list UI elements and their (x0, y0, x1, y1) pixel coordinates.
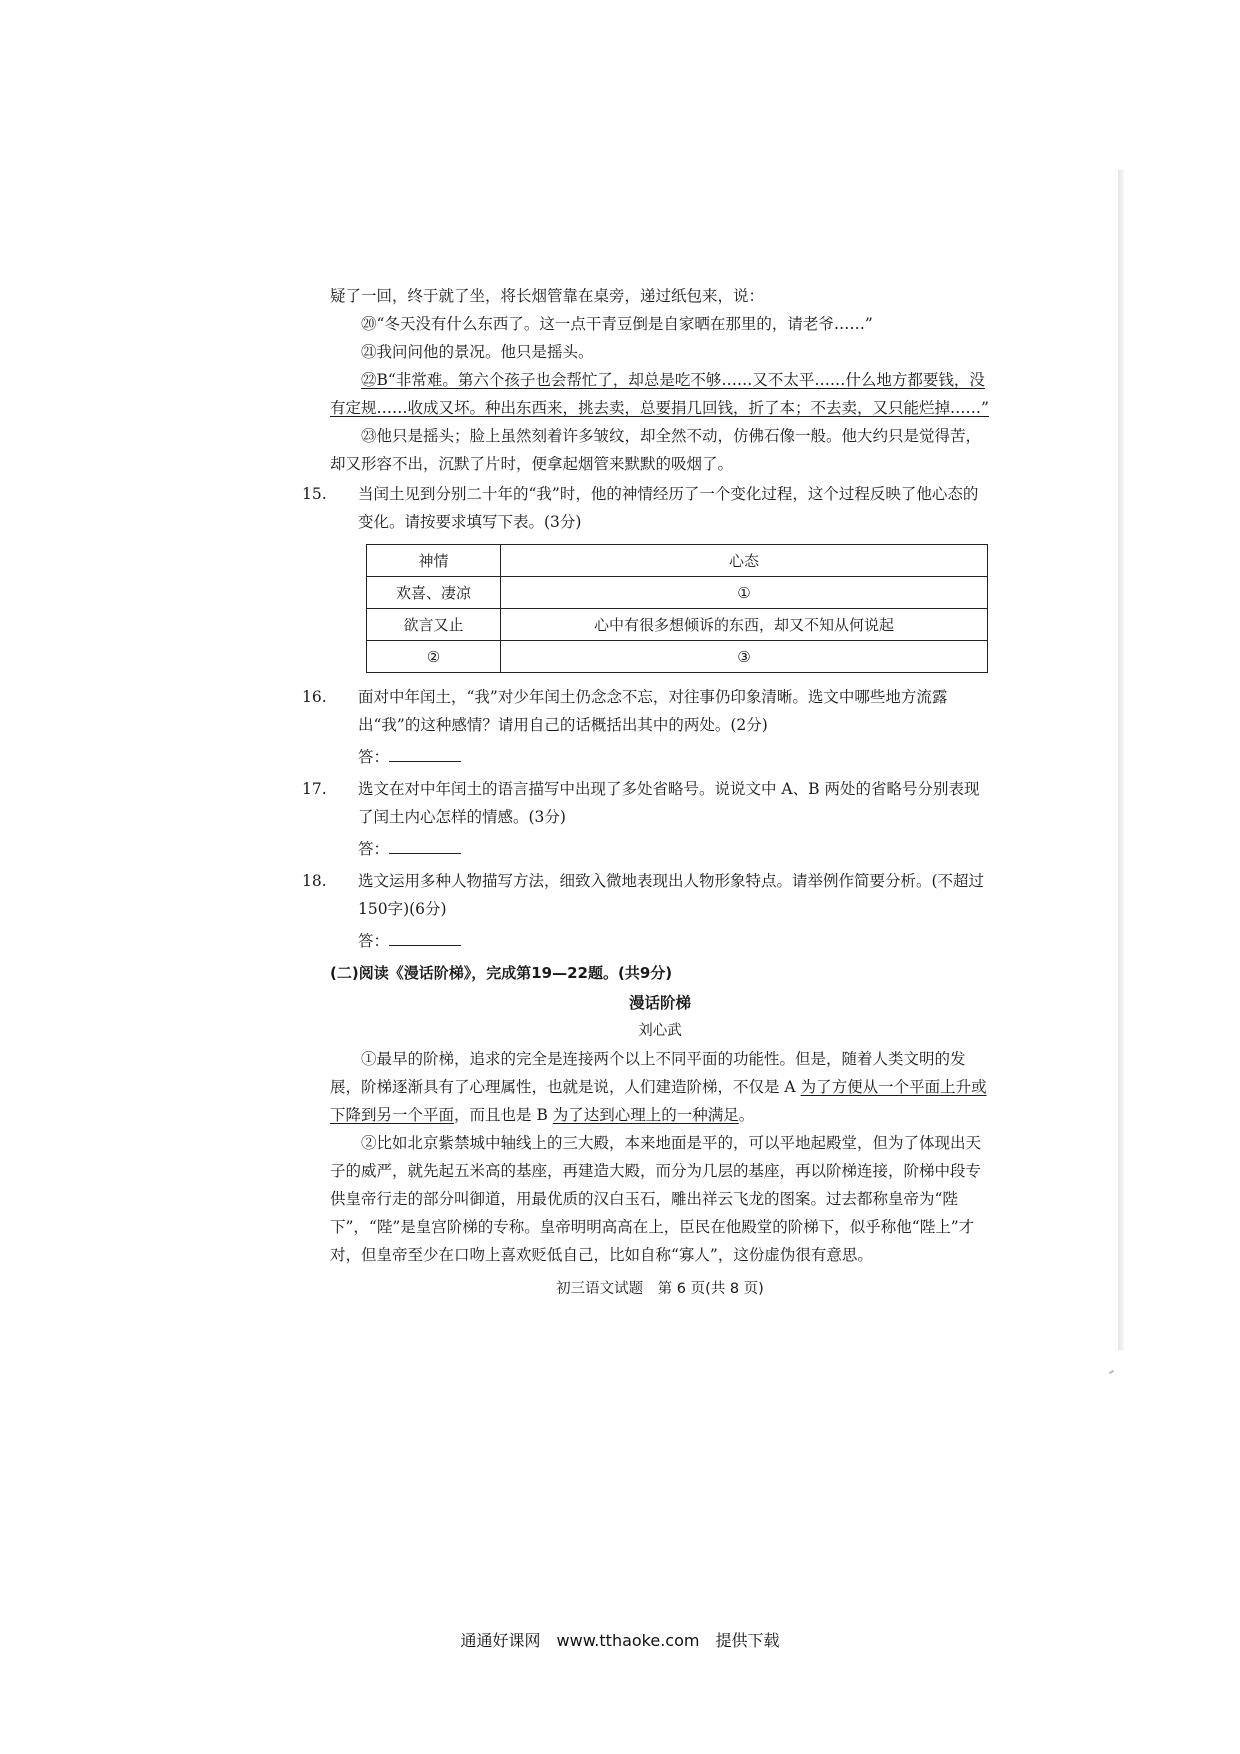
passage-para-23: ㉓他只是摇头；脸上虽然刻着许多皱纹，却全然不动，仿佛石像一般。他大约只是觉得苦，却又形容不出，沉默了片时，便拿起烟管来默默的吸烟了。 (330, 427, 982, 473)
answer-blank[interactable] (389, 929, 461, 946)
underlined-phrase-b: 为了达到心理上的一种满足 (552, 1106, 739, 1124)
scan-speck (1109, 1370, 1114, 1374)
article-para-2: ②比如北京紫禁城中轴线上的三大殿，本来地面是平的，可以平地起殿堂，但为了体现出天子的威严，就先起五米高的基座，再建造大殿，而分为几层的基座，再以阶梯连接，阶梯中段专供皇帝行走的部分叫御道，用最优质的汉白玉石，雕出祥云飞龙的图案。过去都称皇帝为“陛下”，“陛”是皇宫阶梯的专称。皇帝明明高高在上，臣民在他殿堂的阶梯下，似乎称他“陛上”才对，但皇帝至少在口吻上喜欢贬低自己，比如自称“寡人”，这份虚伪很有意思。 (330, 1134, 982, 1264)
table-row (367, 609, 988, 641)
para-text: 。 (738, 1106, 755, 1124)
section-heading: (二)阅读《漫话阶梯》，完成第19—22题。(共9分) (330, 964, 673, 982)
scan-edge-shadow (1118, 170, 1124, 1350)
answer-line-16 (330, 743, 990, 771)
page-footer: 初三语文试题 第 6 页(共 8 页) (556, 1281, 764, 1297)
underlined-phrase-a: 为了方便从一个平面上升或下降到另一个平面 (330, 1078, 987, 1124)
table-header-cell: 心态 (501, 545, 988, 577)
site-watermark: 通通好课网 www.tthaoke.com 提供下载 (460, 1631, 780, 1650)
question-15 (302, 480, 990, 536)
answer-table (366, 544, 988, 673)
article-para-1 (330, 1045, 990, 1129)
question-number: 17. (302, 780, 327, 798)
answer-line-17 (330, 835, 990, 863)
table-cell: 欢喜、凄凉 (367, 577, 501, 609)
table-row (367, 577, 988, 609)
article-title: 漫话阶梯 (628, 994, 691, 1012)
passage-para-22: ㉒B“非常难。第六个孩子也会帮忙了，却总是吃不够……又不太平……什么地方都要钱，没有定规……收成又坏。种出东西来，挑去卖，总要捐几回钱，折了本；不去卖，又只能烂掉……” (330, 371, 989, 417)
question-number: 16. (302, 688, 327, 706)
article-author: 刘心武 (638, 1023, 682, 1039)
table-header-cell: 神情 (367, 545, 501, 577)
exam-page (302, 282, 990, 1303)
table-cell: 心中有很多想倾诉的东西，却又不知从何说起 (501, 609, 988, 641)
question-16 (302, 683, 990, 739)
answer-label: 答： (358, 748, 390, 766)
answer-label: 答： (358, 932, 390, 950)
passage-line-top: 疑了一回，终于就了坐，将长烟管靠在桌旁，递过纸包来，说： (330, 287, 765, 305)
table-cell: ① (501, 577, 988, 609)
question-text: 选文在对中年闰土的语言描写中出现了多处省略号。说说文中 A、B 两处的省略号分别表现了闰土内心怎样的情感。(3分) (358, 780, 980, 826)
question-number: 15. (302, 485, 327, 503)
table-cell: ③ (501, 641, 988, 673)
answer-label: 答： (358, 840, 390, 858)
para-text: ①最早的阶梯，追求的完全是连接两个以上不同平面的功能性。但是，随着人类文明的发展，阶梯逐渐具有了心理属性，也就是说，人们建造阶梯，不仅是 A (330, 1050, 966, 1096)
question-number: 18. (302, 872, 327, 890)
table-cell: 欲言又止 (367, 609, 501, 641)
question-text: 当闰土见到分别二十年的“我”时，他的神情经历了一个变化过程，这个过程反映了他心态的变化。请按要求填写下表。(3分) (358, 485, 979, 531)
question-17 (302, 775, 990, 831)
answer-blank[interactable] (389, 837, 461, 854)
passage-para-21: ㉑我问问他的景况。他只是摇头。 (361, 343, 594, 361)
question-18 (302, 867, 990, 923)
answer-line-18 (330, 927, 990, 955)
question-text: 选文运用多种人物描写方法，细致入微地表现出人物形象特点。请举例作简要分析。(不超过150字)(6分) (358, 872, 985, 918)
passage-para-20: ⑳“冬天没有什么东西了。这一点干青豆倒是自家晒在那里的，请老爷……” (361, 315, 873, 333)
answer-blank[interactable] (389, 745, 461, 762)
table-cell: ② (367, 641, 501, 673)
question-text: 面对中年闰土，“我”对少年闰土仍念念不忘，对往事仍印象清晰。选文中哪些地方流露出“我”的这种感情？请用自己的话概括出其中的两处。(2分) (358, 688, 948, 734)
table-header-row (367, 545, 988, 577)
table-row (367, 641, 988, 673)
para-text: ，而且也是 B (454, 1106, 553, 1124)
